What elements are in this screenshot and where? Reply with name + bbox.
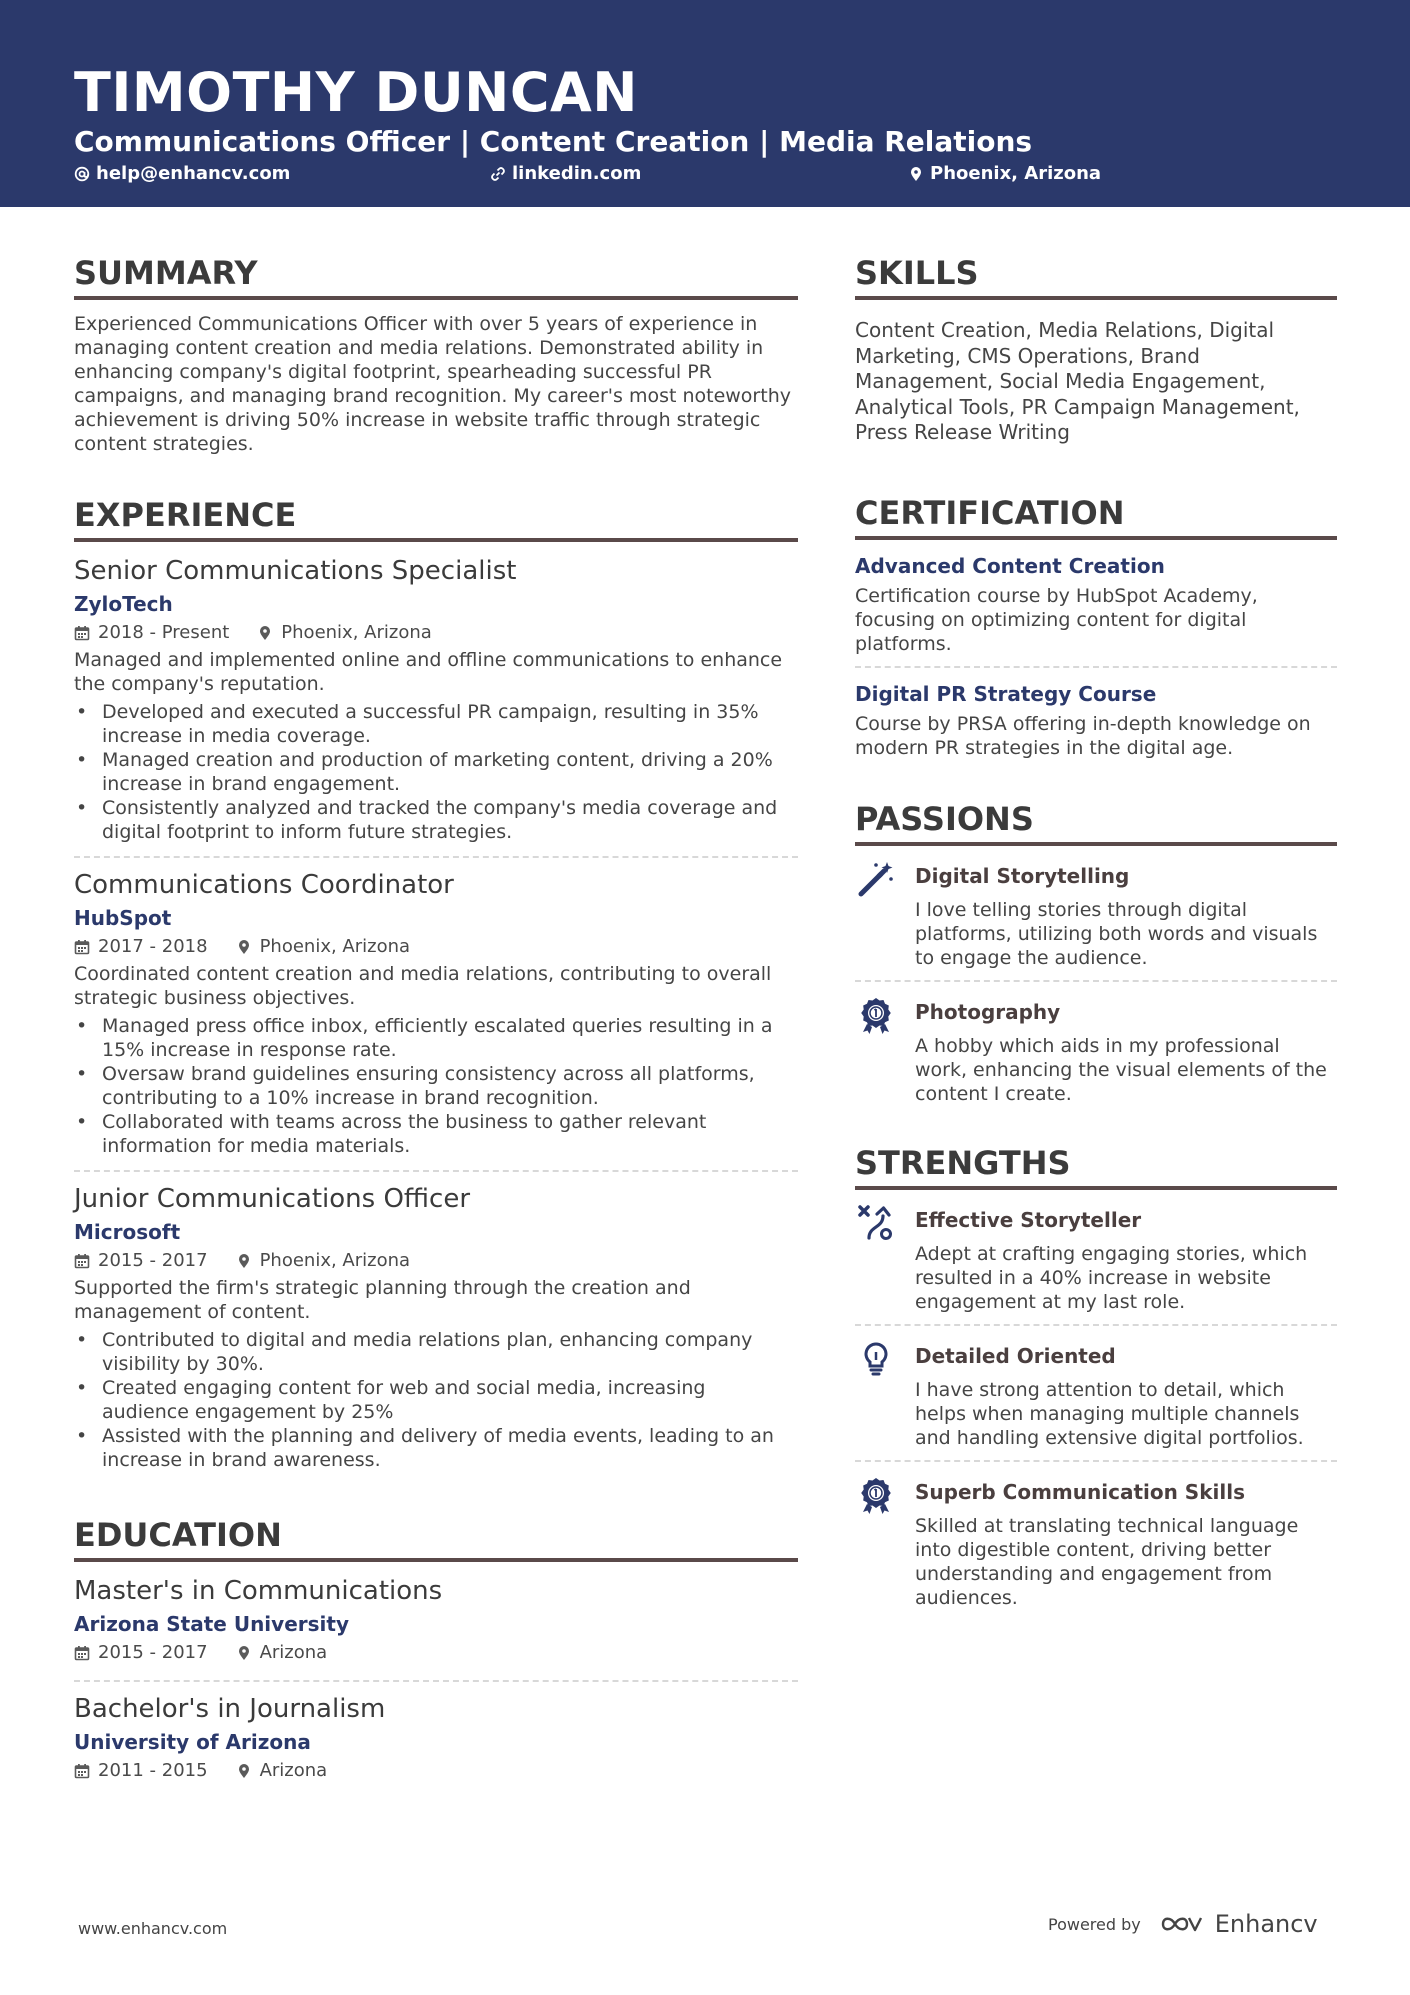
location-text: Phoenix, Arizona (281, 622, 432, 643)
dates-text: 2015 - 2017 (98, 1642, 208, 1663)
calendar-icon (74, 1763, 90, 1779)
skills-text: Content Creation, Media Relations, Digital Marketing, CMS Operations, Brand Management, Social Media Engagement, Analytical Tools, PR Campaign Management, Press Release Writing (855, 318, 1300, 444)
dates-text: 2015 - 2017 (98, 1250, 208, 1271)
passion-item (855, 994, 1337, 1106)
cert-description: Certification course by HubSpot Academy, focusing on optimizing content for digital platforms. (855, 584, 1258, 655)
powered-by-text: Powered by (1048, 1914, 1141, 1934)
education-entry (74, 1574, 798, 1676)
at-sign-icon (74, 166, 90, 182)
education-section (74, 1514, 798, 1794)
section-divider (74, 538, 798, 542)
contact-email[interactable] (74, 162, 290, 186)
candidate-headline: Communications Officer | Content Creation | Media Relations (74, 125, 1033, 158)
passion-title: Photography (915, 999, 1061, 1024)
strategy-icon (857, 1204, 895, 1242)
strength-item (855, 1202, 1337, 1314)
right-column (855, 252, 1337, 1610)
brand-logo[interactable] (1159, 1910, 1318, 1938)
section-title: CERTIFICATION (855, 493, 1125, 532)
education-dates (74, 1638, 208, 1668)
experience-section (74, 494, 798, 1480)
job-dates (74, 618, 229, 648)
job-bullet: • Consistently analyzed and tracked the company's media coverage and digital footprint to inform future strategies. (102, 796, 798, 844)
job-location (236, 1246, 410, 1276)
dates-text: 2018 - Present (98, 622, 230, 643)
passion-title: Digital Storytelling (915, 863, 1130, 888)
school: Arizona State University (74, 1612, 349, 1636)
experience-entry (74, 1182, 798, 1480)
section-title: SUMMARY (74, 254, 258, 292)
calendar-icon (74, 1645, 90, 1661)
cert-description: Course by PRSA offering in-depth knowledge on modern PR strategies in the digital age. (855, 712, 1311, 759)
job-bullet: • Managed press office inbox, efficiently escalated queries resulting in a 15% increase in response rate. (102, 1014, 798, 1062)
education-entry (74, 1692, 798, 1794)
section-divider (855, 842, 1337, 846)
job-location (236, 932, 410, 962)
lightbulb-icon (857, 1340, 895, 1378)
job-meta (74, 1246, 798, 1276)
job-description: Coordinated content creation and media relations, contributing to overall strategic business objectives. (74, 963, 772, 1009)
passion-description: I love telling stories through digital platforms, utilizing both words and visuals to engage the audience. (915, 898, 1318, 969)
passion-description: A hobby which aids in my professional work, enhancing the visual elements of the content I create. (915, 1034, 1327, 1105)
location-text: Phoenix, Arizona (930, 163, 1102, 184)
job-bullet: • Assisted with the planning and delivery of media events, leading to an increase in brand awareness. (102, 1424, 798, 1472)
job-dates (74, 932, 208, 962)
contact-linkedin[interactable] (490, 162, 641, 186)
map-pin-icon (236, 939, 252, 955)
summary-section (74, 252, 798, 456)
summary-text: Experienced Communications Officer with over 5 years of experience in managing content creation and media relations. Demonstrated ability in enhancing company's digital footprint, spearheading successful PR campaigns, and managing brand recognition. My career's most noteworthy achievement is driving 50% increase in website traffic through strategic content strategies. (74, 313, 791, 455)
email-text: help@enhancv.com (96, 163, 291, 184)
entry-divider (855, 666, 1337, 668)
location-text: Phoenix, Arizona (259, 936, 411, 957)
map-pin-icon (236, 1645, 252, 1661)
dates-text: 2011 - 2015 (98, 1760, 208, 1781)
map-pin-icon (236, 1763, 252, 1779)
strengths-section (855, 1142, 1337, 1610)
link-icon (490, 166, 506, 182)
job-meta (74, 932, 798, 962)
calendar-icon (74, 625, 90, 641)
job-bullet: • Contributed to digital and media relations plan, enhancing company visibility by 30%. (102, 1328, 798, 1376)
footer-website[interactable]: www.enhancv.com (78, 1919, 228, 1938)
job-company: Microsoft (74, 1220, 181, 1244)
cert-title: Advanced Content Creation (855, 553, 1165, 578)
degree: Master's in Communications (74, 1576, 443, 1606)
linkedin-text: linkedin.com (512, 163, 642, 184)
school: University of Arizona (74, 1730, 311, 1754)
job-role: Senior Communications Specialist (74, 556, 517, 586)
certification-section (855, 492, 1337, 760)
section-divider (74, 296, 798, 300)
calendar-icon (74, 1253, 90, 1269)
entry-divider (74, 1170, 798, 1172)
contact-location (908, 162, 1101, 186)
section-divider (855, 1186, 1337, 1190)
section-divider (855, 296, 1337, 300)
cert-title: Digital PR Strategy Course (855, 681, 1157, 706)
map-pin-icon (908, 166, 924, 182)
section-title: EXPERIENCE (74, 496, 297, 534)
section-divider (855, 536, 1337, 540)
job-bullet: • Created engaging content for web and social media, increasing audience engagement by 25% (102, 1376, 798, 1424)
passion-item (855, 858, 1337, 970)
strength-item (855, 1338, 1337, 1450)
degree: Bachelor's in Journalism (74, 1694, 386, 1724)
footer-branding (1048, 1910, 1318, 1938)
map-pin-icon (236, 1253, 252, 1269)
brand-name: Enhancv (1214, 1910, 1318, 1938)
experience-entry (74, 868, 798, 1166)
entry-divider (74, 856, 798, 858)
job-description: Supported the firm's strategic planning through the creation and management of content. (74, 1277, 691, 1323)
job-meta (74, 618, 798, 648)
entry-divider (855, 1460, 1337, 1462)
enhancv-logo-icon (1159, 1912, 1205, 1936)
resume-header (0, 0, 1410, 207)
job-bullets (74, 700, 798, 844)
entry-divider (855, 980, 1337, 982)
section-title: STRENGTHS (855, 1143, 1071, 1182)
left-column (74, 252, 798, 1794)
section-title: SKILLS (855, 254, 979, 292)
education-location (236, 1756, 328, 1786)
location-text: Arizona (259, 1760, 328, 1781)
award-ribbon-icon (857, 996, 895, 1034)
strength-description: Skilled at translating technical language into digestible content, driving better understanding and engagement from audiences. (915, 1514, 1299, 1609)
passions-section (855, 798, 1337, 1106)
section-title: PASSIONS (855, 799, 1034, 838)
strength-description: Adept at crafting engaging stories, which resulted in a 40% increase in website engagement at my last role. (915, 1242, 1308, 1313)
job-role: Communications Coordinator (74, 870, 454, 900)
section-divider (74, 1558, 798, 1562)
skills-section (855, 252, 1337, 446)
calendar-icon (74, 939, 90, 955)
job-bullets (74, 1014, 798, 1158)
education-meta (74, 1756, 798, 1786)
job-dates (74, 1246, 208, 1276)
candidate-name: TIMOTHY DUNCAN (74, 61, 638, 124)
strength-title: Superb Communication Skills (915, 1479, 1245, 1504)
job-bullet: • Collaborated with teams across the business to gather relevant information for media materials. (102, 1110, 798, 1158)
job-role: Junior Communications Officer (74, 1184, 471, 1214)
job-company: HubSpot (74, 906, 172, 930)
experience-entry (74, 554, 798, 852)
strength-title: Detailed Oriented (915, 1343, 1116, 1368)
job-bullets (74, 1328, 798, 1472)
map-pin-icon (257, 625, 273, 641)
job-location (257, 618, 431, 648)
education-location (236, 1638, 328, 1668)
section-title: EDUCATION (74, 1516, 282, 1554)
education-meta (74, 1638, 798, 1668)
entry-divider (74, 1680, 798, 1682)
job-bullet: • Developed and executed a successful PR campaign, resulting in 35% increase in media coverage. (102, 700, 798, 748)
job-description: Managed and implemented online and offline communications to enhance the company's reputation. (74, 649, 783, 695)
award-ribbon-icon (857, 1476, 895, 1514)
location-text: Phoenix, Arizona (259, 1250, 411, 1271)
job-bullet: • Managed creation and production of marketing content, driving a 20% increase in brand engagement. (102, 748, 798, 796)
strength-description: I have strong attention to detail, which helps when managing multiple channels and handling extensive digital portfolios. (915, 1378, 1304, 1449)
job-bullet: • Oversaw brand guidelines ensuring consistency across all platforms, contributing to a 10% increase in brand recognition. (102, 1062, 798, 1110)
dates-text: 2017 - 2018 (98, 936, 208, 957)
strength-title: Effective Storyteller (915, 1207, 1142, 1232)
magic-wand-icon (857, 860, 895, 898)
strength-item (855, 1474, 1337, 1610)
education-dates (74, 1756, 208, 1786)
job-company: ZyloTech (74, 592, 173, 616)
entry-divider (855, 1324, 1337, 1326)
location-text: Arizona (259, 1642, 328, 1663)
